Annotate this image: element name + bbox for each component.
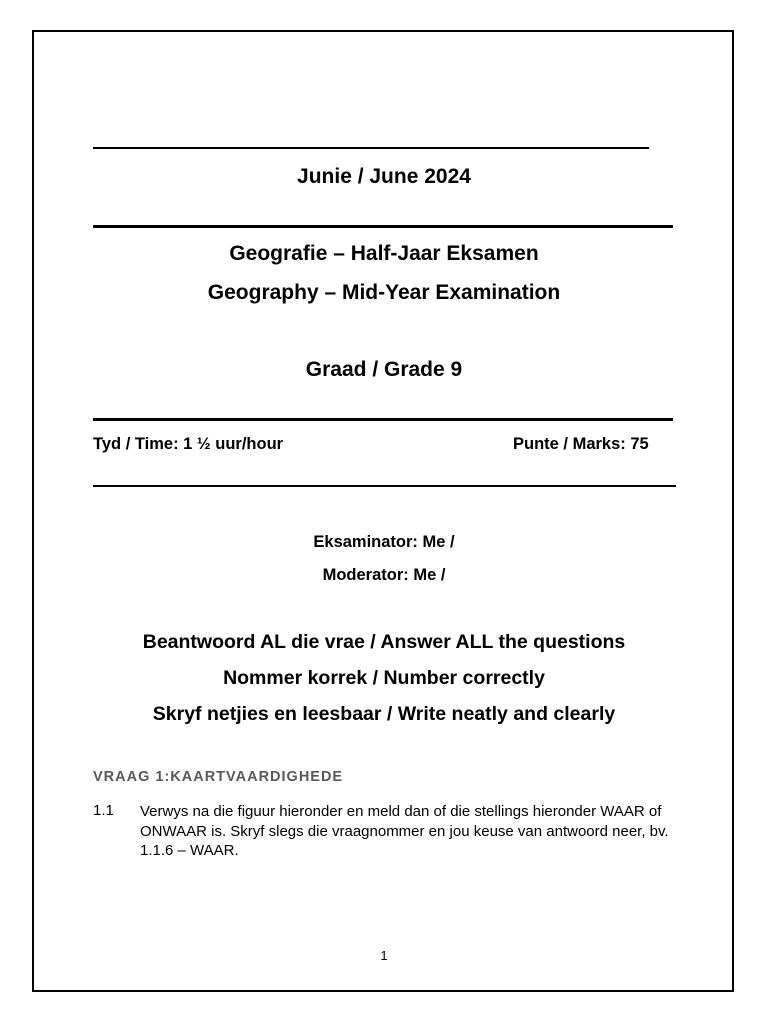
instruction-answer-all: Beantwoord AL die vrae / Answer ALL the questions [142,631,626,653]
marks-label: Punte / Marks: 75 [513,435,649,453]
top-rule [93,147,649,149]
section-heading: VRAAG 1:KAARTVAARDIGHEDE [93,769,344,785]
title-rule-bottom [93,418,673,421]
title-rule-top [93,225,673,228]
question-text: Verwys na die figuur hieronder en meld dan of die stellings hieronder WAAR of ONWAAR is. Skryf slegs die vraagnommer en jou keuse van antwoord neer, bv. 1.1.6 – WAAR. [140,803,669,859]
time-label: Tyd / Time: 1 ½ uur/hour [93,435,284,453]
question-number: 1.1 [93,802,114,819]
moderator-label: Moderator: Me / [322,566,446,584]
page-number: 1 [380,948,388,963]
exam-date: Junie / June 2024 [297,165,471,188]
title-afrikaans: Geografie – Half-Jaar Eksamen [229,242,539,265]
instruction-write-neatly: Skryf netjies en leesbaar / Write neatly and clearly [152,703,616,725]
title-english: Geography – Mid-Year Examination [207,281,561,304]
grade-label: Graad / Grade 9 [305,358,463,381]
examiner-label: Eksaminator: Me / [313,533,455,551]
info-rule [93,485,676,487]
instruction-number-correctly: Nommer korrek / Number correctly [223,667,545,689]
